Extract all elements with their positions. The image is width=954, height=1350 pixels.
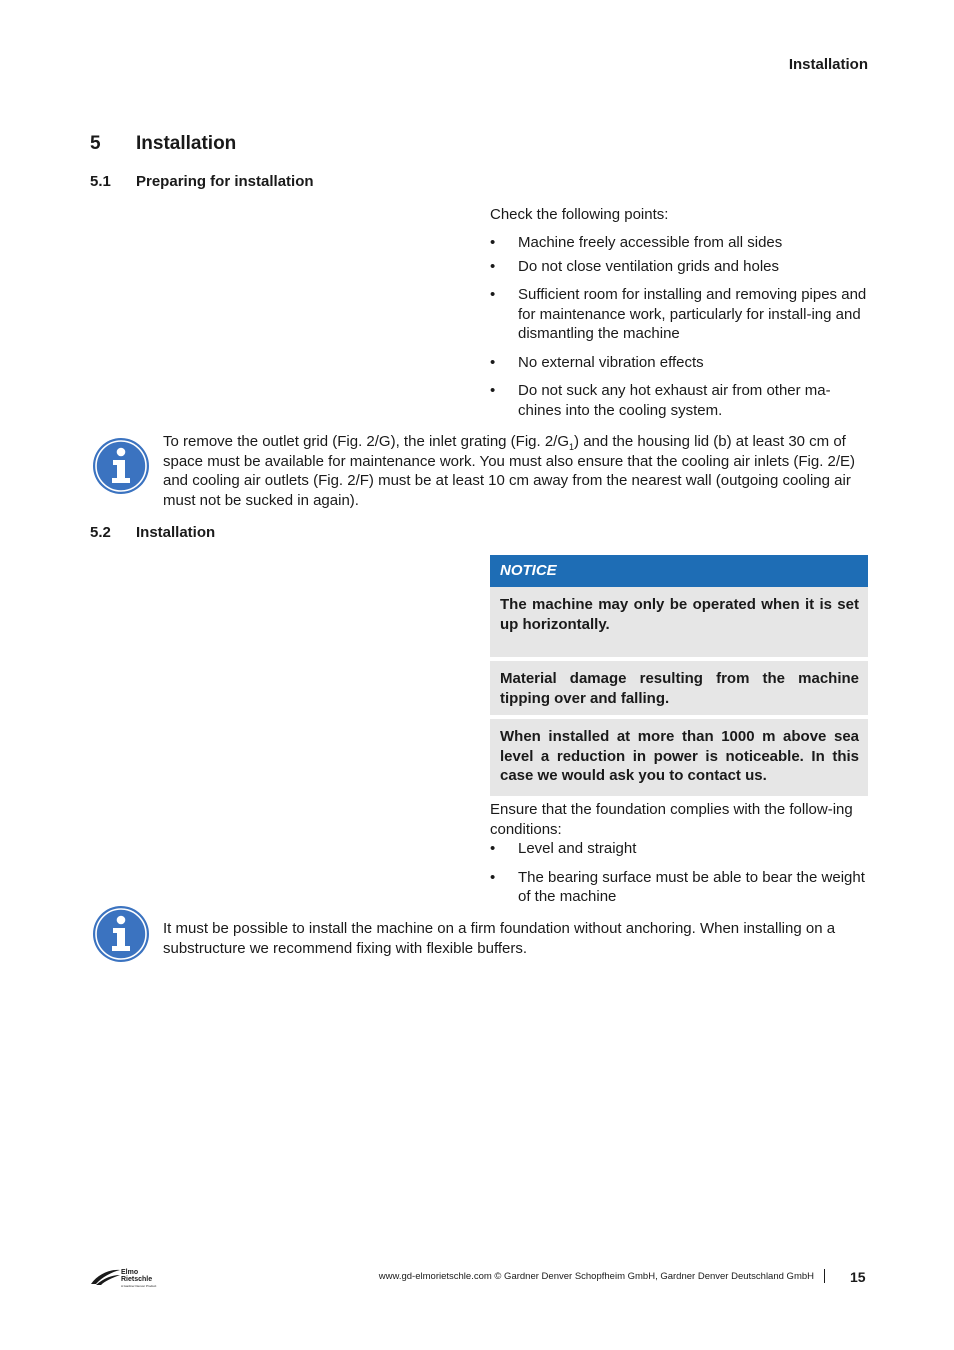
list-item: • Sufficient room for installing and removing pipes and for maintenance work, particularly for install-ing and dismantling the machine bbox=[490, 285, 868, 344]
info-icon bbox=[92, 905, 150, 963]
info-icon bbox=[92, 437, 150, 495]
section-heading bbox=[90, 132, 236, 156]
list-item: • Level and straight bbox=[490, 839, 868, 859]
subsection-number: 5.2 bbox=[90, 524, 111, 541]
foundation-intro: Ensure that the foundation complies with the follow-ing conditions: bbox=[490, 801, 853, 838]
logo-line2: Rietschle bbox=[121, 1276, 153, 1283]
footer-copyright bbox=[379, 1271, 814, 1283]
footer-divider bbox=[824, 1269, 825, 1283]
notice-box bbox=[490, 587, 868, 657]
notice-header bbox=[490, 555, 868, 587]
running-header: Installation bbox=[788, 56, 868, 73]
footer-copyright-text: © Gardner Denver Schopfheim GmbH, Gardner Denver Deutschland GmbH bbox=[491, 1271, 814, 1282]
subsection-heading-5-2 bbox=[90, 523, 215, 543]
notice-box bbox=[490, 661, 868, 715]
list-item: • Do not close ventilation grids and holes bbox=[490, 257, 868, 277]
footer-website-link[interactable]: www.gd-elmorietschle.com bbox=[378, 1271, 492, 1282]
list-item: • Do not suck any hot exhaust air from other ma-chines into the cooling system. bbox=[490, 381, 868, 420]
info-note-5-1: To remove the outlet grid (Fig. 2/G), the inlet grating (Fig. $2/G_1$) and the housing lid (b) at least 30 cm of space must be available for maintenance work. You must also ensure that the cooling air inlets (Fig. 2/E) and cooling air outlets (Fig. 2/F) must be at least 10 cm away from the nearest wall (outgoing cooling air must not be sucked in again). bbox=[163, 433, 856, 509]
subsection-heading-5-1 bbox=[90, 172, 314, 192]
list-item: • Machine freely accessible from all sides bbox=[490, 233, 868, 253]
logo-tagline: A Gardner Denver Product bbox=[121, 1284, 157, 1288]
page-number: 15 bbox=[850, 1269, 866, 1285]
notice-text: The machine may only be operated when it is set up horizontally. bbox=[500, 596, 859, 633]
section-number: 5 bbox=[90, 133, 101, 154]
notice-text: Material damage resulting from the machine tipping over and falling. bbox=[500, 670, 859, 707]
notice-text: When installed at more than 1000 m above sea level a reduction in power is noticeable. In this case we would ask you to contact us. bbox=[500, 728, 859, 784]
check-list bbox=[490, 233, 868, 420]
foundation-list bbox=[490, 839, 868, 907]
notice-box bbox=[490, 719, 868, 796]
logo-line1: Elmo bbox=[121, 1269, 139, 1276]
check-intro: Check the following points: bbox=[490, 206, 669, 223]
elmo-rietschle-logo bbox=[90, 1266, 170, 1290]
section-title: Installation bbox=[136, 133, 237, 154]
list-item: • No external vibration effects bbox=[490, 353, 868, 373]
subsection-number: 5.1 bbox=[90, 173, 111, 190]
notice-label: NOTICE bbox=[500, 562, 557, 579]
subsection-title: Preparing for installation bbox=[136, 173, 314, 190]
list-item: • The bearing surface must be able to bear the weight of the machine bbox=[490, 868, 868, 907]
subsection-title: Installation bbox=[136, 524, 216, 541]
info-note-5-2: It must be possible to install the machine on a firm foundation without anchoring. When installing on a substructure we recommend fixing with flexible buffers. bbox=[163, 920, 836, 957]
